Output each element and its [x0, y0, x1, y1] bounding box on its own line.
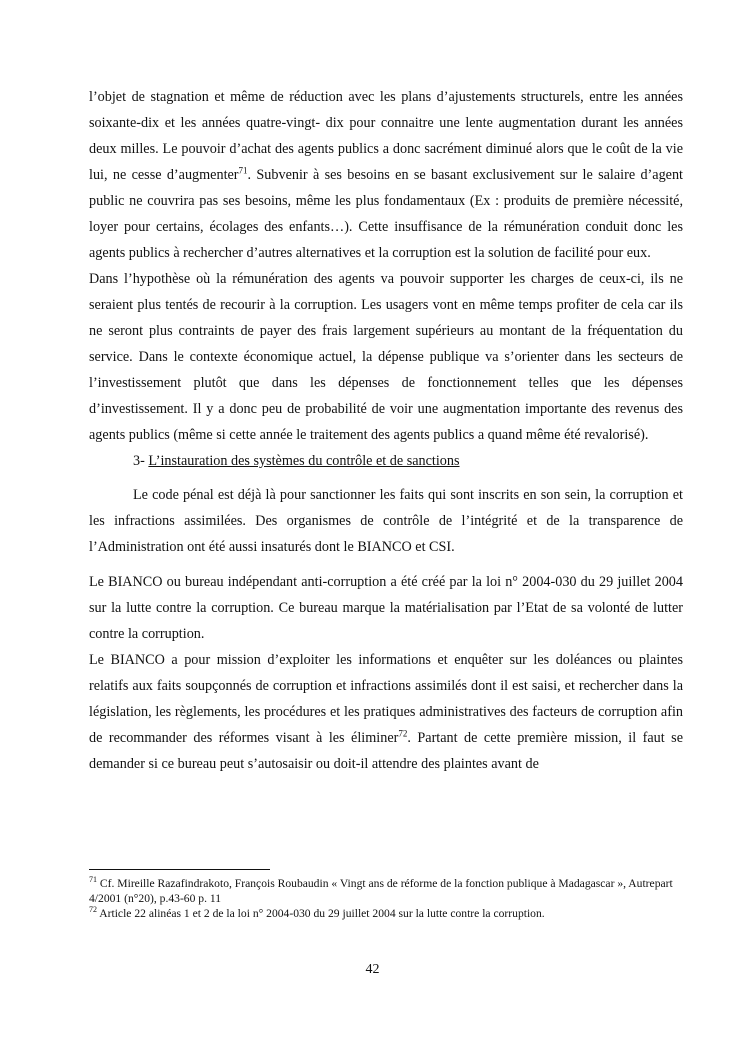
footnote-text: Cf. Mireille Razafindrakoto, François Roubaudin « Vingt ans de réforme de la fonction publique à Madagascar », Autrepart 4/2001 (n°20), p.43-60 p. 11 [89, 877, 673, 905]
paragraph-bianco-mission: Le BIANCO a pour mission d’exploiter les informations et enquêter sur les doléances ou plaintes relatifs aux faits soupçonnés de corruption et infractions assimilés dont il est saisi, et rechercher dans la législation, les règlements, les procédures et les pratiques administratives des facteurs de corruption afin de recommander des réformes visant à les éliminer$^{72}$. Partant de cette première mission, il faut se demander si ce bureau peut s’autosaisir ou doit-il attendre des plaintes avant de [89, 652, 684, 772]
paragraph-remuneration-hypothesis: Dans l’hypothèse où la rémunération des agents va pouvoir supporter les charges de ceux-ci, ils ne seraient plus tentés de recourir à la corruption. Les usagers vont en même temps profiter de cela car ils ne seront plus contraints de payer des frais largement supérieurs au montant de la fréquentation du service. Dans le contexte économique actuel, la dépense publique va s’orienter dans les secteurs de l’investissement plutôt que dans les dépenses de fonctionnement telles que les dépenses d’investissement. Il y a donc peu de probabilité de voir une augmentation importante des revenus des agents publics (même si cette année le traitement des agents publics a quand même été revalorisé). [89, 271, 683, 443]
section-title: L’instauration des systèmes du contrôle et de sanctions [148, 453, 460, 469]
footnotes [89, 876, 685, 921]
footnote-mark: 72 [89, 905, 97, 915]
section-number: 3- [133, 453, 149, 469]
footnote-72 [89, 906, 685, 921]
footnote-ref-71[interactable]: 71 [238, 165, 248, 176]
paragraph-penal-code: Le code pénal est déjà là pour sanctionner les faits qui sont inscrits en son sein, la corruption et les infractions assimilées. Des organismes de contrôle de l’intégrité et de la transparence de l’Administration ont été aussi insaturés dont le BIANCO et CSI. [89, 487, 683, 555]
footnote-ref-72[interactable]: 72 [398, 728, 408, 739]
section-heading [89, 448, 683, 474]
footnote-mark: 71 [89, 875, 97, 885]
paragraph-bianco-creation: Le BIANCO ou bureau indépendant anti-corruption a été créé par la loi n° 2004-030 du 29 juillet 2004 sur la lutte contre la corruption. Ce bureau marque la matérialisation par l’Etat de sa volonté de lutter contre la corruption. [89, 574, 683, 642]
footnote-text: Article 22 alinéas 1 et 2 de la loi n° 2004-030 du 29 juillet 2004 sur la lutte contre la corruption. [97, 907, 545, 920]
page-number: 42 [365, 962, 380, 977]
body-text [89, 84, 683, 777]
paragraph-salary-stagnation: l’objet de stagnation et même de réduction avec les plans d’ajustements structurels, entre les années soixante-dix et les années quatre-vingt- dix pour connaitre une lente augmentation durant les années deux milles. Le pouvoir d’achat des agents publics a donc sacrément diminué alors que le coût de la vie lui, ne cesse d’augmenter$^{71}$. Subvenir à ses besoins en se basant exclusivement sur le salaire d’agent public ne couvrira pas ses besoins, même les plus fondamentaux (Ex : produits de première nécessité, loyer pour certains, écolages des enfants…). Cette insuffisance de la rémunération conduit donc les agents publics à rechercher d’autres alternatives et la corruption est la solution de facilité pour eux. [89, 89, 683, 261]
footnote-separator [89, 869, 270, 870]
footnote-71 [89, 876, 685, 906]
